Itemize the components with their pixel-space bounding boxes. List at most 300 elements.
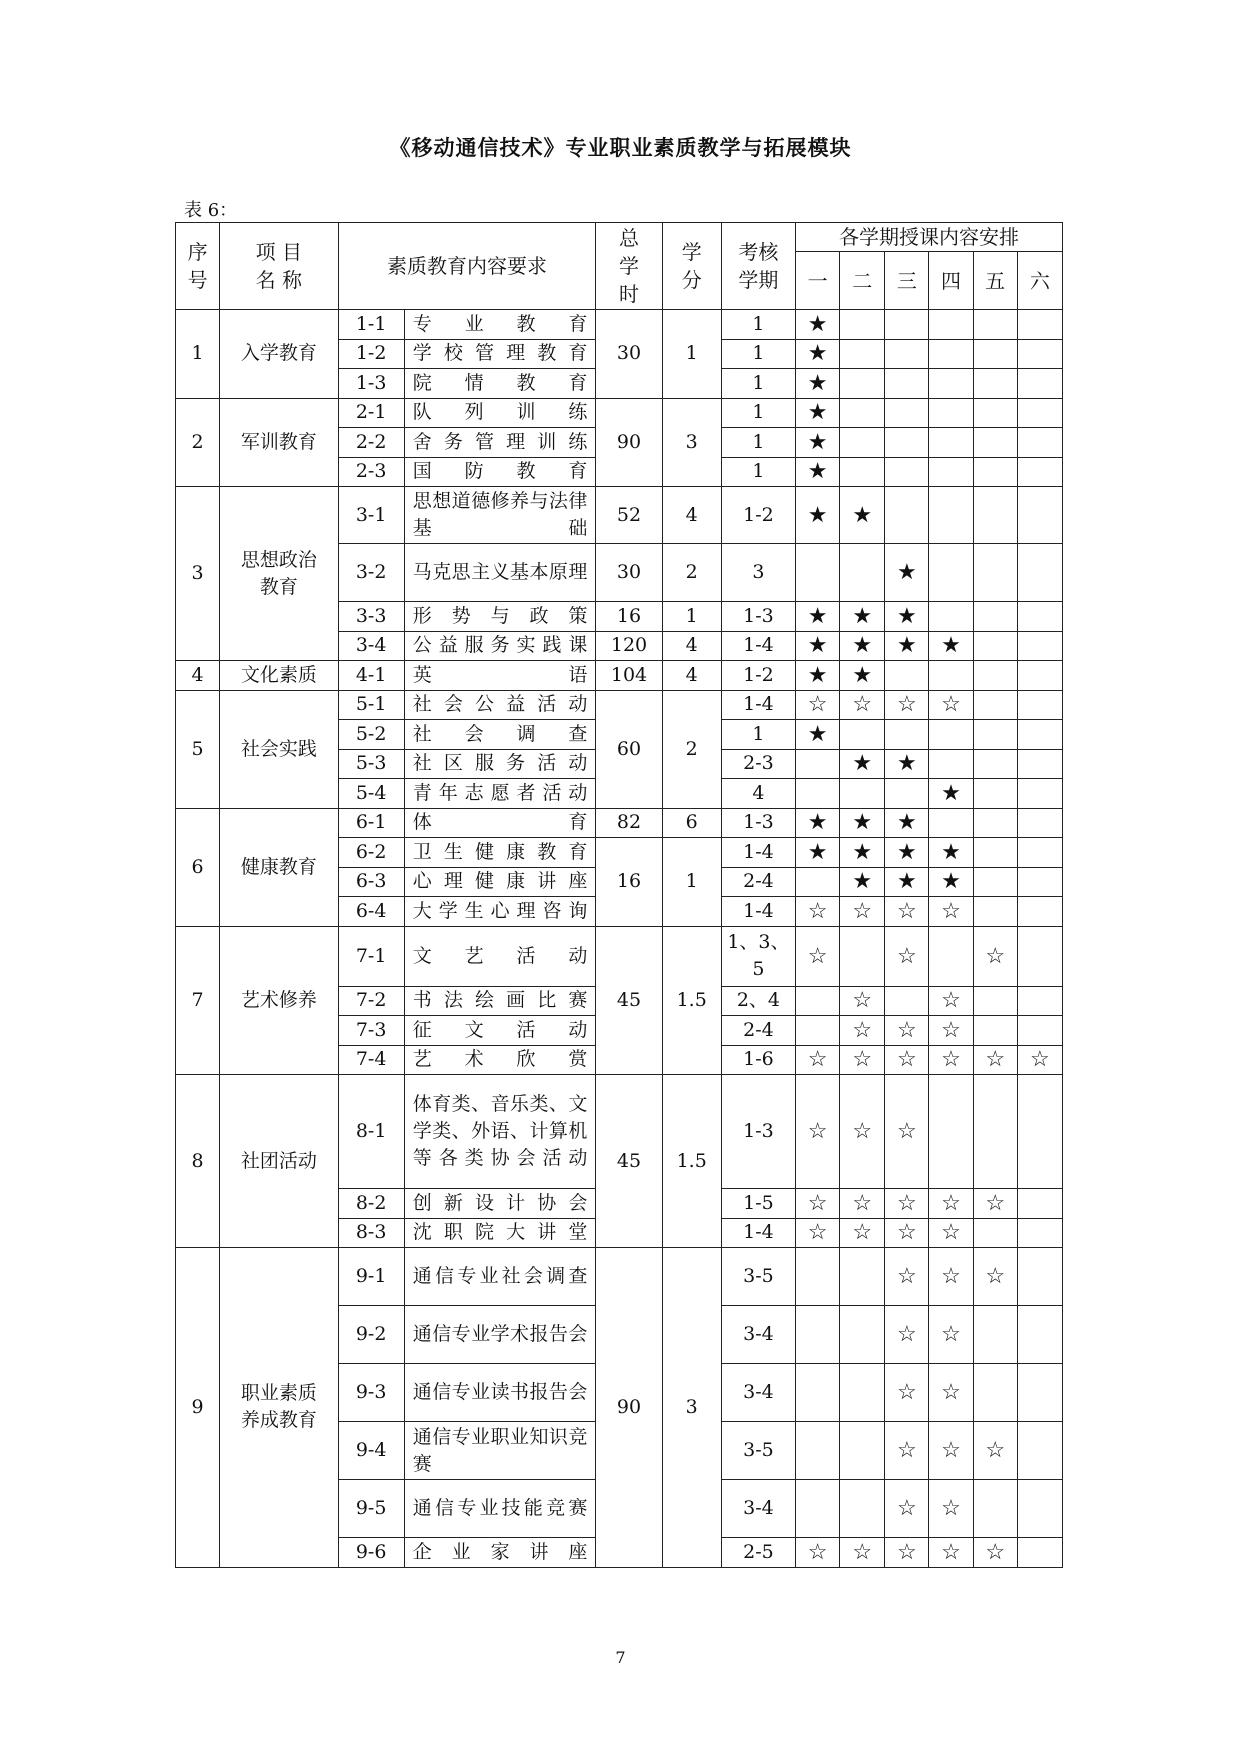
row-exam-term: 2-4 [721, 1016, 795, 1046]
row-code: 5-2 [338, 720, 404, 750]
term-mark [796, 1016, 840, 1046]
term-mark [1017, 926, 1062, 986]
term-mark [885, 369, 929, 399]
term-mark: ☆ [885, 1075, 929, 1189]
term-mark [973, 1306, 1017, 1364]
term-mark [1017, 1075, 1062, 1189]
row-credits: 3 [662, 1248, 721, 1568]
row-content: 青年志愿者活动 [404, 779, 596, 809]
term-mark: ☆ [929, 1189, 973, 1219]
term-mark [840, 428, 885, 458]
term-mark: ★ [796, 398, 840, 428]
row-hours: 60 [596, 690, 662, 808]
table-label: 表 6： [184, 200, 238, 221]
row-content: 心理健康讲座 [404, 867, 596, 897]
row-exam-term: 3-5 [721, 1248, 795, 1306]
term-mark [840, 339, 885, 369]
row-exam-term: 3-5 [721, 1422, 795, 1480]
term-mark: ☆ [840, 1538, 885, 1568]
row-seq: 3 [176, 487, 220, 661]
row-content: 通信专业职业知识竞赛 [404, 1422, 596, 1480]
term-mark: ☆ [973, 1248, 1017, 1306]
term-mark: ☆ [885, 1538, 929, 1568]
term-mark [1017, 838, 1062, 868]
term-mark [840, 457, 885, 487]
term-mark: ☆ [973, 1538, 1017, 1568]
term-mark [885, 398, 929, 428]
row-code: 5-1 [338, 690, 404, 720]
term-mark [885, 457, 929, 487]
term-mark [1017, 1364, 1062, 1422]
row-code: 9-4 [338, 1422, 404, 1480]
row-content: 形势与政策 [404, 602, 596, 632]
term-mark: ☆ [840, 986, 885, 1016]
header-credits [662, 223, 721, 310]
term-mark [840, 1248, 885, 1306]
term-mark: ★ [796, 661, 840, 691]
term-mark [973, 339, 1017, 369]
term-mark [840, 1364, 885, 1422]
term-mark [840, 398, 885, 428]
term-mark [840, 779, 885, 809]
row-exam-term: 1-4 [721, 690, 795, 720]
row-exam-term: 1 [721, 339, 795, 369]
row-content: 大学生心理咨询 [404, 897, 596, 927]
term-mark: ☆ [796, 926, 840, 986]
term-mark [796, 1364, 840, 1422]
term-mark: ☆ [796, 1218, 840, 1248]
term-mark: ☆ [885, 1480, 929, 1538]
term-mark: ★ [796, 602, 840, 632]
term-mark [1017, 867, 1062, 897]
term-mark [929, 602, 973, 632]
table-row [176, 398, 1063, 428]
term-mark: ★ [929, 867, 973, 897]
row-content: 思想道德修养与法律基础 [404, 487, 596, 544]
row-code: 7-3 [338, 1016, 404, 1046]
term-mark: ★ [840, 602, 885, 632]
row-seq: 5 [176, 690, 220, 808]
table-row [176, 661, 1063, 691]
header-hours [596, 223, 662, 310]
row-hours: 104 [596, 661, 662, 691]
term-mark: ☆ [973, 1422, 1017, 1480]
term-mark [929, 398, 973, 428]
term-mark: ☆ [929, 897, 973, 927]
row-exam-term: 3-4 [721, 1480, 795, 1538]
term-mark [1017, 690, 1062, 720]
term-mark [1017, 457, 1062, 487]
term-mark [929, 428, 973, 458]
term-mark: ☆ [929, 1218, 973, 1248]
table-row [176, 310, 1063, 340]
term-mark: ★ [840, 631, 885, 661]
term-mark [973, 779, 1017, 809]
row-exam-term: 1-4 [721, 897, 795, 927]
term-mark [973, 398, 1017, 428]
term-mark [796, 1248, 840, 1306]
term-mark: ☆ [840, 1016, 885, 1046]
row-code: 4-1 [338, 661, 404, 691]
term-mark [1017, 369, 1062, 399]
term-mark [973, 720, 1017, 750]
term-mark [1017, 661, 1062, 691]
term-mark: ☆ [973, 926, 1017, 986]
term-mark [885, 661, 929, 691]
term-mark [840, 310, 885, 340]
header-exam-term-text: 考核 学期 [738, 240, 779, 292]
header-term-4: 四 [929, 252, 973, 310]
header-term-2: 二 [840, 252, 885, 310]
term-mark [929, 487, 973, 544]
term-mark [885, 986, 929, 1016]
row-exam-term: 1-5 [721, 1189, 795, 1219]
term-mark [973, 1364, 1017, 1422]
term-mark: ☆ [929, 1248, 973, 1306]
term-mark: ★ [840, 838, 885, 868]
term-mark [1017, 1218, 1062, 1248]
term-mark: ☆ [885, 1218, 929, 1248]
row-content: 沈职院大讲堂 [404, 1218, 596, 1248]
term-mark [796, 1422, 840, 1480]
term-mark [929, 310, 973, 340]
term-mark: ★ [840, 487, 885, 544]
term-mark: ☆ [1017, 1045, 1062, 1075]
term-mark [973, 369, 1017, 399]
term-mark [929, 661, 973, 691]
term-mark [929, 544, 973, 602]
term-mark: ★ [796, 339, 840, 369]
header-seq [176, 223, 220, 310]
row-code: 2-3 [338, 457, 404, 487]
row-content: 通信专业社会调查 [404, 1248, 596, 1306]
module-table [175, 222, 1063, 1568]
row-project-name: 艺术修养 [220, 926, 338, 1075]
row-exam-term: 1-4 [721, 838, 795, 868]
term-mark [973, 1218, 1017, 1248]
header-exam-term [721, 223, 795, 310]
table-row [176, 690, 1063, 720]
row-code: 7-1 [338, 926, 404, 986]
page-number: 7 [615, 1648, 626, 1667]
row-code: 8-3 [338, 1218, 404, 1248]
row-exam-term: 2-5 [721, 1538, 795, 1568]
term-mark: ★ [796, 631, 840, 661]
row-content: 体育 [404, 808, 596, 838]
row-content: 舍务管理训练 [404, 428, 596, 458]
term-mark [973, 867, 1017, 897]
term-mark: ☆ [796, 690, 840, 720]
term-mark [929, 1075, 973, 1189]
header-term-1: 一 [796, 252, 840, 310]
term-mark [885, 310, 929, 340]
term-mark: ☆ [796, 1075, 840, 1189]
row-exam-term: 2-4 [721, 867, 795, 897]
row-content: 通信专业读书报告会 [404, 1364, 596, 1422]
term-mark [840, 720, 885, 750]
row-code: 9-1 [338, 1248, 404, 1306]
term-mark: ☆ [885, 1189, 929, 1219]
term-mark [796, 1306, 840, 1364]
row-credits: 1 [662, 602, 721, 632]
row-code: 9-6 [338, 1538, 404, 1568]
term-mark: ★ [796, 457, 840, 487]
row-code: 9-5 [338, 1480, 404, 1538]
term-mark: ☆ [796, 897, 840, 927]
term-mark: ★ [796, 310, 840, 340]
term-mark [1017, 310, 1062, 340]
term-mark [840, 544, 885, 602]
row-code: 9-3 [338, 1364, 404, 1422]
term-mark: ☆ [885, 1364, 929, 1422]
term-mark: ★ [796, 369, 840, 399]
term-mark [796, 749, 840, 779]
term-mark: ★ [885, 602, 929, 632]
header-hours-text: 总 学 时 [619, 226, 639, 306]
term-mark: ☆ [929, 1538, 973, 1568]
term-mark: ★ [885, 838, 929, 868]
term-mark: ★ [885, 544, 929, 602]
term-mark: ☆ [929, 690, 973, 720]
term-mark [840, 369, 885, 399]
row-content: 创新设计协会 [404, 1189, 596, 1219]
term-mark: ☆ [840, 690, 885, 720]
row-exam-term: 1-6 [721, 1045, 795, 1075]
row-exam-term: 1 [721, 428, 795, 458]
term-mark [1017, 720, 1062, 750]
row-project-name: 社团活动 [220, 1075, 338, 1248]
term-mark [1017, 779, 1062, 809]
header-content: 素质教育内容要求 [338, 223, 596, 310]
row-content: 卫生健康教育 [404, 838, 596, 868]
row-content: 队列训练 [404, 398, 596, 428]
row-exam-term: 3 [721, 544, 795, 602]
term-mark: ★ [840, 661, 885, 691]
term-mark [885, 339, 929, 369]
row-exam-term: 3-4 [721, 1364, 795, 1422]
row-exam-term: 1 [721, 398, 795, 428]
term-mark [1017, 602, 1062, 632]
row-exam-term: 1 [721, 457, 795, 487]
row-code: 8-2 [338, 1189, 404, 1219]
term-mark [1017, 1422, 1062, 1480]
term-mark [929, 926, 973, 986]
row-exam-term: 1-3 [721, 602, 795, 632]
term-mark: ★ [929, 838, 973, 868]
term-mark [796, 1480, 840, 1538]
row-content: 征文活动 [404, 1016, 596, 1046]
term-mark [885, 428, 929, 458]
row-code: 5-4 [338, 779, 404, 809]
term-mark: ☆ [840, 897, 885, 927]
term-mark: ★ [796, 487, 840, 544]
table-row [176, 926, 1063, 986]
term-mark: ☆ [929, 986, 973, 1016]
row-credits: 1.5 [662, 926, 721, 1075]
term-mark [1017, 631, 1062, 661]
row-code: 8-1 [338, 1075, 404, 1189]
term-mark [973, 310, 1017, 340]
row-content: 通信专业技能竞赛 [404, 1480, 596, 1538]
row-project-name: 入学教育 [220, 310, 338, 399]
header-name-text: 项 目 名 称 [255, 240, 303, 292]
term-mark: ☆ [885, 926, 929, 986]
term-mark: ☆ [885, 1016, 929, 1046]
header-schedule: 各学期授课内容安排 [796, 223, 1063, 252]
row-exam-term: 2、4 [721, 986, 795, 1016]
term-mark: ☆ [885, 897, 929, 927]
row-content: 企业家讲座 [404, 1538, 596, 1568]
term-mark [973, 690, 1017, 720]
row-exam-term: 1 [721, 720, 795, 750]
row-content: 公益服务实践课 [404, 631, 596, 661]
row-project-name: 文化素质 [220, 661, 338, 691]
row-content: 社区服务活动 [404, 749, 596, 779]
row-credits: 4 [662, 661, 721, 691]
term-mark [840, 926, 885, 986]
row-content: 马克思主义基本原理 [404, 544, 596, 602]
row-code: 7-2 [338, 986, 404, 1016]
term-mark [1017, 897, 1062, 927]
term-mark: ☆ [929, 1045, 973, 1075]
row-credits: 3 [662, 398, 721, 487]
term-mark [885, 720, 929, 750]
row-credits: 4 [662, 631, 721, 661]
row-code: 3-3 [338, 602, 404, 632]
row-seq: 7 [176, 926, 220, 1075]
term-mark [1017, 1189, 1062, 1219]
row-content: 国防教育 [404, 457, 596, 487]
row-content: 英语 [404, 661, 596, 691]
row-code: 7-4 [338, 1045, 404, 1075]
row-hours: 45 [596, 1075, 662, 1248]
row-project-name: 军训教育 [220, 398, 338, 487]
table-row [176, 808, 1063, 838]
row-hours: 82 [596, 808, 662, 838]
term-mark [1017, 398, 1062, 428]
row-code: 5-3 [338, 749, 404, 779]
term-mark [1017, 428, 1062, 458]
row-content: 艺术欣赏 [404, 1045, 596, 1075]
term-mark: ★ [796, 428, 840, 458]
term-mark [796, 779, 840, 809]
row-code: 1-1 [338, 310, 404, 340]
term-mark [1017, 1480, 1062, 1538]
row-code: 6-1 [338, 808, 404, 838]
row-hours: 120 [596, 631, 662, 661]
term-mark: ☆ [973, 1189, 1017, 1219]
term-mark: ☆ [840, 1218, 885, 1248]
term-mark [973, 1075, 1017, 1189]
row-exam-term: 2-3 [721, 749, 795, 779]
term-mark [796, 867, 840, 897]
term-mark [973, 1480, 1017, 1538]
row-seq: 9 [176, 1248, 220, 1568]
term-mark: ☆ [840, 1045, 885, 1075]
term-mark: ★ [929, 779, 973, 809]
term-mark [973, 986, 1017, 1016]
term-mark [840, 1306, 885, 1364]
term-mark: ☆ [796, 1045, 840, 1075]
header-term-6: 六 [1017, 252, 1062, 310]
term-mark [840, 1422, 885, 1480]
row-hours: 30 [596, 310, 662, 399]
row-exam-term: 1 [721, 369, 795, 399]
row-hours: 45 [596, 926, 662, 1075]
term-mark [973, 1016, 1017, 1046]
term-mark: ★ [929, 631, 973, 661]
term-mark [885, 779, 929, 809]
term-mark: ☆ [929, 1016, 973, 1046]
term-mark: ☆ [929, 1480, 973, 1538]
row-content: 书法绘画比赛 [404, 986, 596, 1016]
row-exam-term: 1-2 [721, 661, 795, 691]
row-project-name: 健康教育 [220, 808, 338, 926]
row-seq: 8 [176, 1075, 220, 1248]
row-hours: 90 [596, 1248, 662, 1568]
term-mark [1017, 1306, 1062, 1364]
table-row [176, 487, 1063, 544]
row-credits: 4 [662, 487, 721, 544]
term-mark [1017, 749, 1062, 779]
term-mark: ★ [796, 808, 840, 838]
term-mark: ★ [885, 867, 929, 897]
term-mark [973, 661, 1017, 691]
term-mark [1017, 1538, 1062, 1568]
term-mark: ★ [840, 749, 885, 779]
row-seq: 2 [176, 398, 220, 487]
term-mark [973, 544, 1017, 602]
term-mark [1017, 1016, 1062, 1046]
term-mark [929, 369, 973, 399]
term-mark: ☆ [796, 1538, 840, 1568]
row-exam-term: 1、3、 5 [721, 926, 795, 986]
row-code: 3-1 [338, 487, 404, 544]
term-mark [973, 487, 1017, 544]
term-mark: ☆ [929, 1364, 973, 1422]
row-seq: 1 [176, 310, 220, 399]
row-content: 文艺活动 [404, 926, 596, 986]
term-mark [929, 720, 973, 750]
row-exam-term: 1 [721, 310, 795, 340]
row-credits: 1 [662, 838, 721, 927]
term-mark [929, 808, 973, 838]
term-mark: ★ [840, 808, 885, 838]
row-code: 1-2 [338, 339, 404, 369]
row-exam-term: 1-3 [721, 808, 795, 838]
row-content: 社会公益活动 [404, 690, 596, 720]
term-mark [1017, 808, 1062, 838]
row-code: 2-2 [338, 428, 404, 458]
term-mark: ★ [885, 808, 929, 838]
row-code: 2-1 [338, 398, 404, 428]
row-content: 学校管理教育 [404, 339, 596, 369]
row-content: 通信专业学术报告会 [404, 1306, 596, 1364]
term-mark: ☆ [929, 1422, 973, 1480]
row-code: 6-2 [338, 838, 404, 868]
row-seq: 4 [176, 661, 220, 691]
term-mark [796, 986, 840, 1016]
term-mark [1017, 487, 1062, 544]
row-content: 院情教育 [404, 369, 596, 399]
row-credits: 2 [662, 544, 721, 602]
row-exam-term: 1-2 [721, 487, 795, 544]
row-code: 6-4 [338, 897, 404, 927]
term-mark [973, 749, 1017, 779]
term-mark [973, 808, 1017, 838]
term-mark [973, 457, 1017, 487]
row-credits: 6 [662, 808, 721, 838]
